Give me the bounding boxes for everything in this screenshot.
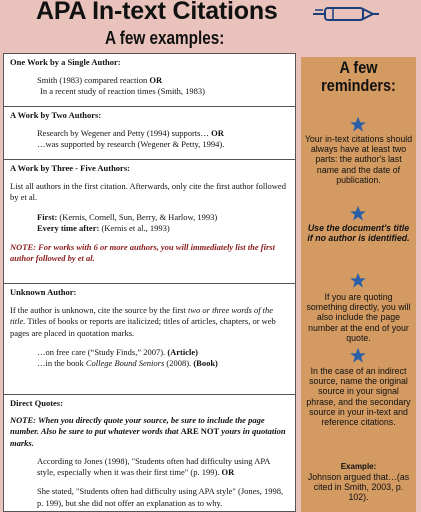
intro-text: If the author is unknown, cite the source by the first: [10, 305, 188, 316]
example-line: [10, 347, 290, 358]
reminder-title-if-no-author: Use the document's title if no author is identified.: [307, 223, 410, 244]
star-icon: [349, 205, 367, 222]
example-line: In a recent study of reaction times (Smith, 1983): [40, 86, 205, 97]
section-direct-quotes: [4, 394, 295, 511]
example-line: [10, 456, 290, 478]
section-unknown-author: [4, 283, 295, 394]
or-label: OR: [221, 467, 235, 478]
section-heading: One Work by a Single Author:: [10, 57, 121, 67]
note-emphasis: ARE NOT: [180, 426, 220, 437]
section-heading: Direct Quotes:: [10, 398, 63, 408]
example-text: According to Jones (1998), "Students often had difficulty using APA style, especially when it was their first time" (p. 199).: [37, 455, 270, 478]
reminder-authors-date: Your in-text citations should always have at least two parts: the author's last name and the date of publication.: [304, 134, 413, 185]
examples-panel: [3, 53, 296, 512]
example-text: …on free care (“Study Finds,” 2007).: [37, 346, 168, 357]
page-subtitle: A few examples:: [105, 28, 225, 48]
section-single-author: [4, 54, 295, 106]
example-line: [10, 358, 290, 369]
direct-quote-note: [10, 415, 290, 449]
header: [0, 0, 421, 52]
star-icon: [349, 272, 367, 289]
intro-italic: two or three words of the title.: [10, 305, 274, 327]
example-line: [10, 223, 290, 234]
book-title: College Bound Seniors: [85, 358, 165, 369]
reminder-page-number: If you are quoting something directly, you will also include the page number at the end of your quote.: [306, 292, 411, 343]
example-text: (Kernis et al., 1993): [99, 222, 170, 233]
example-text: Smith (1983) compared reaction: [37, 75, 150, 86]
star-icon: [349, 116, 367, 133]
intro-text: Titles of books or reports are italicized; titles of articles, chapters, or web pages are placed in quotation marks.: [10, 316, 276, 338]
or-label: OR: [211, 128, 224, 139]
section-two-authors: [4, 106, 295, 159]
note-text: yours in quotation marks.: [10, 426, 286, 448]
article-label: (Article): [167, 346, 198, 357]
reminders-title: A few reminders:: [321, 58, 396, 95]
reminders-sidebar: [301, 57, 416, 512]
book-label: (Book): [193, 358, 218, 369]
example-text: Research by Wegener and Petty (1994) supports…: [37, 128, 212, 139]
example-text: …in the book: [37, 358, 86, 369]
six-authors-note: NOTE: For works with 6 or more authors, you will immediately list the first author followed by et al.: [10, 242, 275, 264]
example-label: Example:: [340, 462, 377, 471]
section-heading: A Work by Three - Five Authors:: [10, 163, 130, 173]
example-text: (Kernis, Cornell, Sun, Berry, & Harlow, 1993): [57, 211, 218, 222]
example-line: She stated, "Students often had difficulty using APA style" (Jones, 1998, p. 199), but she did not offer an explanation as to why.: [37, 486, 284, 508]
section-three-five-authors: [4, 159, 295, 283]
example-line: [10, 212, 290, 223]
example-text: (2008).: [164, 358, 194, 369]
page-title: APA In-text Citations: [36, 0, 278, 25]
section-heading: Unknown Author:: [10, 287, 77, 297]
example-line: [10, 128, 290, 139]
note-text: NOTE: When you directly quote your source, be sure to include the page number. Also be sure to put whatever words that: [10, 415, 265, 437]
section-intro: [10, 305, 290, 339]
after-label: Every time after:: [37, 222, 100, 233]
example-line: …was supported by research (Wegener & Petty, 1994).: [37, 139, 225, 150]
star-icon: [349, 347, 367, 364]
example-text: Johnson argued that…(as cited in Smith, 2003, p. 102).: [307, 472, 410, 503]
section-heading: A Work by Two Authors:: [10, 110, 102, 120]
section-intro: List all authors in the first citation. Afterwards, only cite the first author followed by et al.: [10, 181, 286, 203]
example-line: [10, 75, 290, 86]
pen-icon: [311, 4, 381, 24]
first-label: First:: [37, 211, 58, 222]
reminder-indirect-source: In the case of an indirect source, name the original source in your signal phrase, and the secondary source in your in-text and reference citations.: [306, 366, 411, 428]
or-label: OR: [149, 75, 163, 86]
